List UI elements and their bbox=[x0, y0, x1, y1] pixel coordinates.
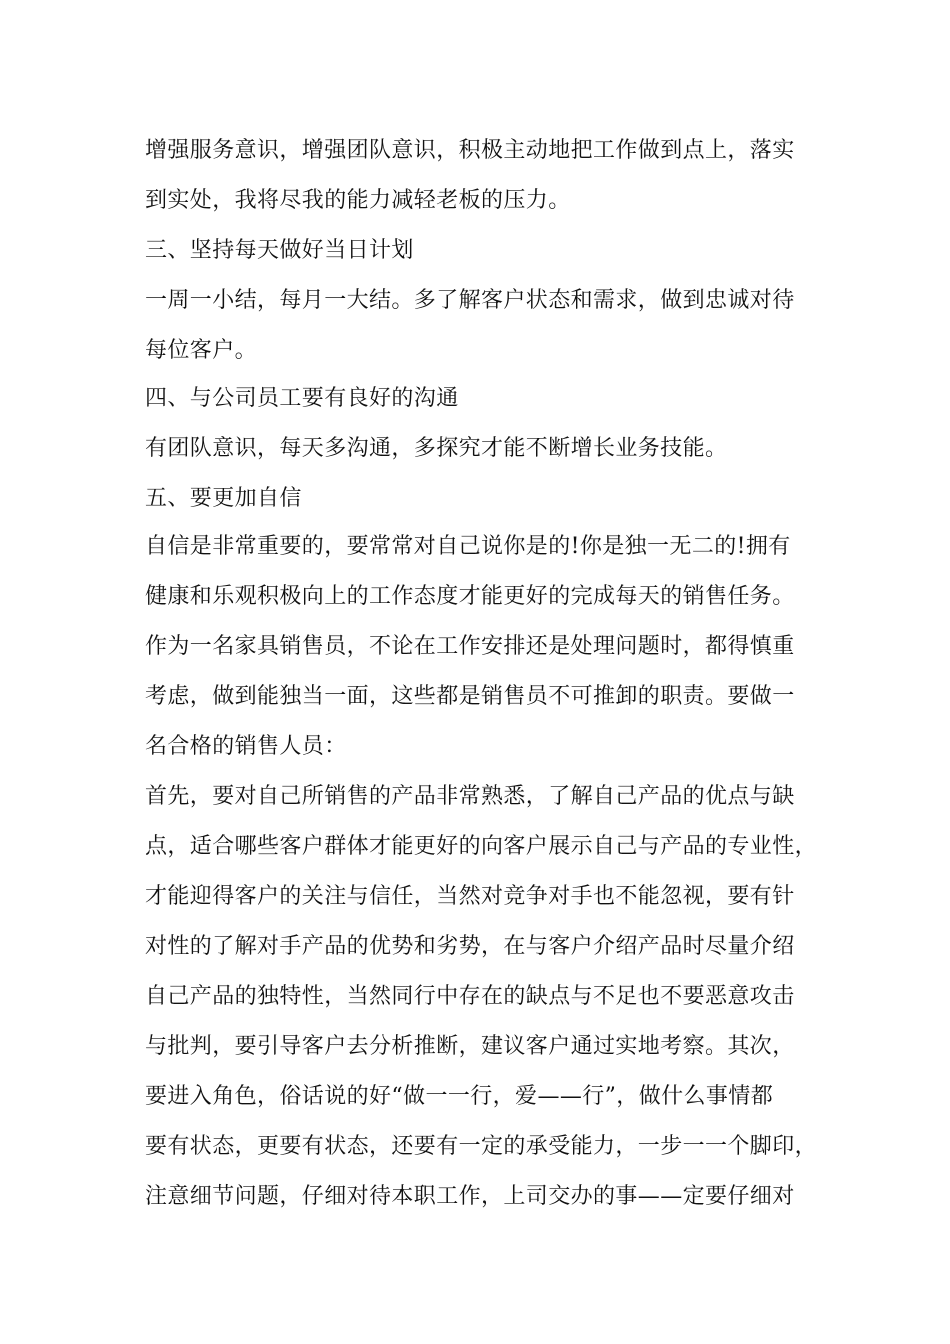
text-line: 注意细节问题，仔细对待本职工作，上司交办的事——定要仔细对 bbox=[145, 1184, 795, 1209]
text-line: 作为一名家具销售员，不论在工作安排还是处理问题时，都得慎重 bbox=[145, 634, 795, 659]
text-line: 要进入角色，俗话说的好“做一一行，爱——行”，做什么事情都 bbox=[145, 1084, 774, 1109]
text-line: 名合格的销售人员： bbox=[145, 734, 347, 759]
section-heading: 三、坚持每天做好当日计划 bbox=[145, 238, 414, 263]
section-heading: 五、要更加自信 bbox=[145, 486, 302, 511]
text-line: 自信是非常重要的，要常常对自己说你是的!你是独一无二的!拥有 bbox=[145, 534, 791, 559]
text-line: 点，适合哪些客户群体才能更好的向客户展示自己与产品的专业性， bbox=[145, 834, 818, 859]
text-line: 有团队意识，每天多沟通，多探究才能不断增长业务技能。 bbox=[145, 436, 728, 461]
text-line: 健康和乐观积极向上的工作态度才能更好的完成每天的销售任务。 bbox=[145, 584, 795, 609]
text-line: 要有状态，更要有状态，还要有一定的承受能力，一步一一个脚印， bbox=[145, 1134, 818, 1159]
text-line: 与批判，要引导客户去分析推断，建议客户通过实地考察。其次， bbox=[145, 1034, 795, 1059]
text-line: 才能迎得客户的关注与信任，当然对竞争对手也不能忽视，要有针 bbox=[145, 884, 795, 909]
text-line: 每位客户。 bbox=[145, 338, 258, 363]
section-heading: 四、与公司员工要有良好的沟通 bbox=[145, 386, 459, 411]
text-line: 一周一小结，每月一大结。多了解客户状态和需求，做到忠诚对待 bbox=[145, 288, 795, 313]
text-line: 自己产品的独特性，当然同行中存在的缺点与不足也不要恶意攻击 bbox=[145, 984, 795, 1009]
text-line: 对性的了解对手产品的优势和劣势，在与客户介绍产品时尽量介绍 bbox=[145, 934, 795, 959]
text-line: 到实处，我将尽我的能力减轻老板的压力。 bbox=[145, 188, 571, 213]
text-line: 考虑，做到能独当一面，这些都是销售员不可推卸的职责。要做一 bbox=[145, 684, 795, 709]
text-line: 增强服务意识，增强团队意识，积极主动地把工作做到点上，落实 bbox=[145, 138, 795, 163]
text-line: 首先，要对自己所销售的产品非常熟悉，了解自己产品的优点与缺 bbox=[145, 784, 795, 809]
